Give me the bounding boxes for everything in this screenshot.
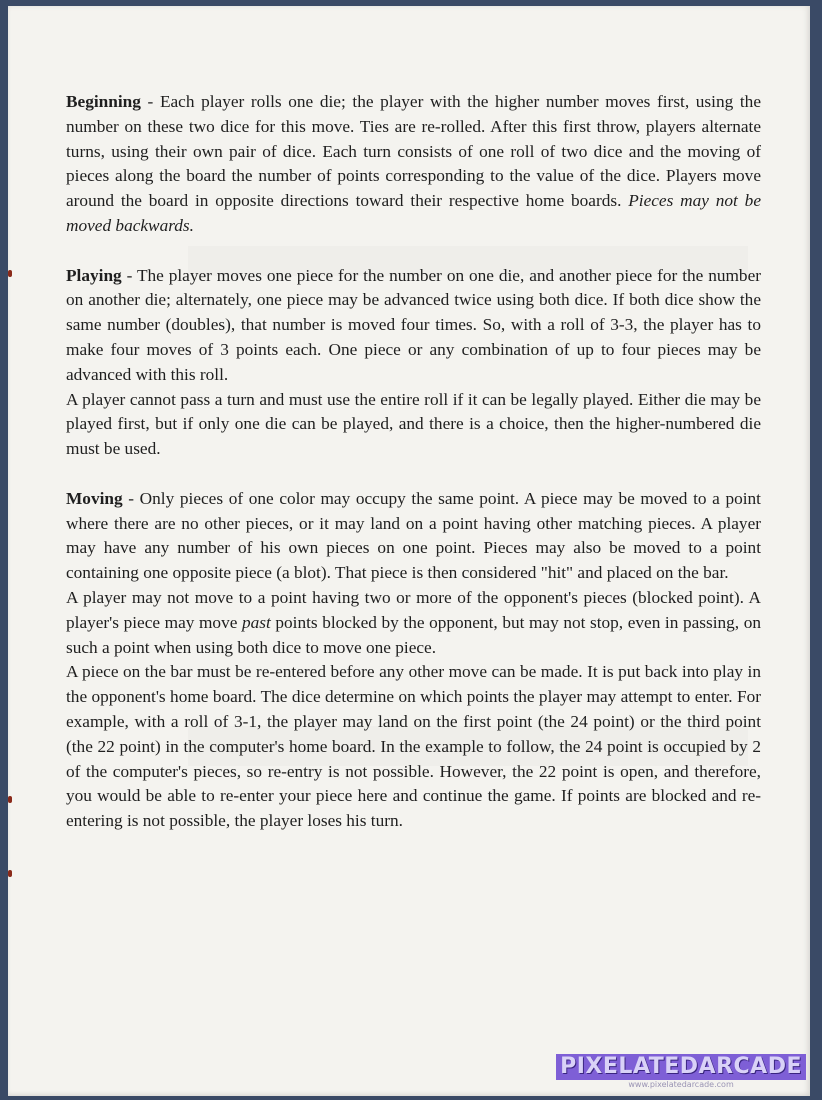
paragraph — [66, 660, 761, 834]
paragraph — [66, 487, 761, 586]
paragraph — [66, 586, 761, 660]
paragraph — [66, 388, 761, 462]
watermark-logo: PIXELATEDARCADE — [556, 1054, 806, 1080]
emphasis-text: past — [241, 612, 271, 632]
section-heading: Moving — [66, 488, 123, 508]
watermark-url: www.pixelatedarcade.com — [628, 1080, 734, 1089]
section-moving — [66, 487, 761, 834]
body-text: - Only pieces of one color may occupy the same point. A piece may be moved to a point where there are no other pieces, or it may land on a point having other matching pieces. A player may have any number of his own pieces on one point. Pieces may also be moved to a point containing one opposite piece (a blot). That piece is then considered "hit" and placed on the bar. — [66, 488, 761, 583]
section-beginning — [66, 90, 761, 239]
paragraph — [66, 264, 761, 388]
body-text: - The player moves one piece for the number on one die, and another piece for the number on another die; alternately, one piece may be advanced twice using both dice. If both dice show the same number (doubles), that number is moved four times. So, with a roll of 3-3, the player has to make four moves of 3 points each. One piece or any combination of up to four pieces may be advanced with this roll. — [66, 265, 761, 384]
body-text: A player cannot pass a turn and must use the entire roll if it can be legally played. Either die may be played first, but if only one die can be played, and there is a choice, then the higher-numbered die must be used. — [66, 389, 761, 459]
body-text: A player may not move to a point having two or more of the opponent's pieces (blocked point). A player's piece may move — [66, 587, 761, 632]
binding-mark — [8, 270, 12, 277]
emphasis-text: Pieces may not be moved backwards. — [66, 191, 761, 235]
body-text: A piece on the bar must be re-entered before any other move can be made. It is put back into play in the opponent's home board. The dice determine on which points the player may attempt to enter. For example, with a roll of 3-1, the player may land on the first point (the 24 point) or the third point (the 22 point) in the computer's home board. In the example to follow, the 24 point is occupied by 2 of the computer's pieces, so re-entry is not possible. However, the 22 point is open, and therefore, you would be able to re-enter your piece here and continue the game. If points are blocked and re-entering is not possible, the player loses his turn. — [66, 662, 761, 831]
section-heading: Beginning — [66, 92, 141, 111]
binding-mark — [8, 870, 12, 877]
manual-page — [8, 6, 810, 1096]
watermark — [556, 1054, 806, 1090]
binding-mark — [8, 796, 12, 803]
body-text: points blocked by the opponent, but may not stop, even in passing, on such a point when using both dice to move one piece. — [66, 612, 761, 657]
section-heading: Playing — [66, 265, 122, 285]
section-playing — [66, 264, 761, 462]
rules-text — [66, 90, 761, 859]
paragraph — [66, 90, 761, 239]
body-text: - Each player rolls one die; the player with the higher number moves first, using the number on these two dice for this move. Ties are re-rolled. After this first throw, players alternate turns, using their own pair of dice. Each turn consists of one roll of two dice and the moving of pieces along the board the number of points corresponding to the value of the dice. Players move around the board in opposite directions toward their respective home boards. — [66, 92, 761, 211]
